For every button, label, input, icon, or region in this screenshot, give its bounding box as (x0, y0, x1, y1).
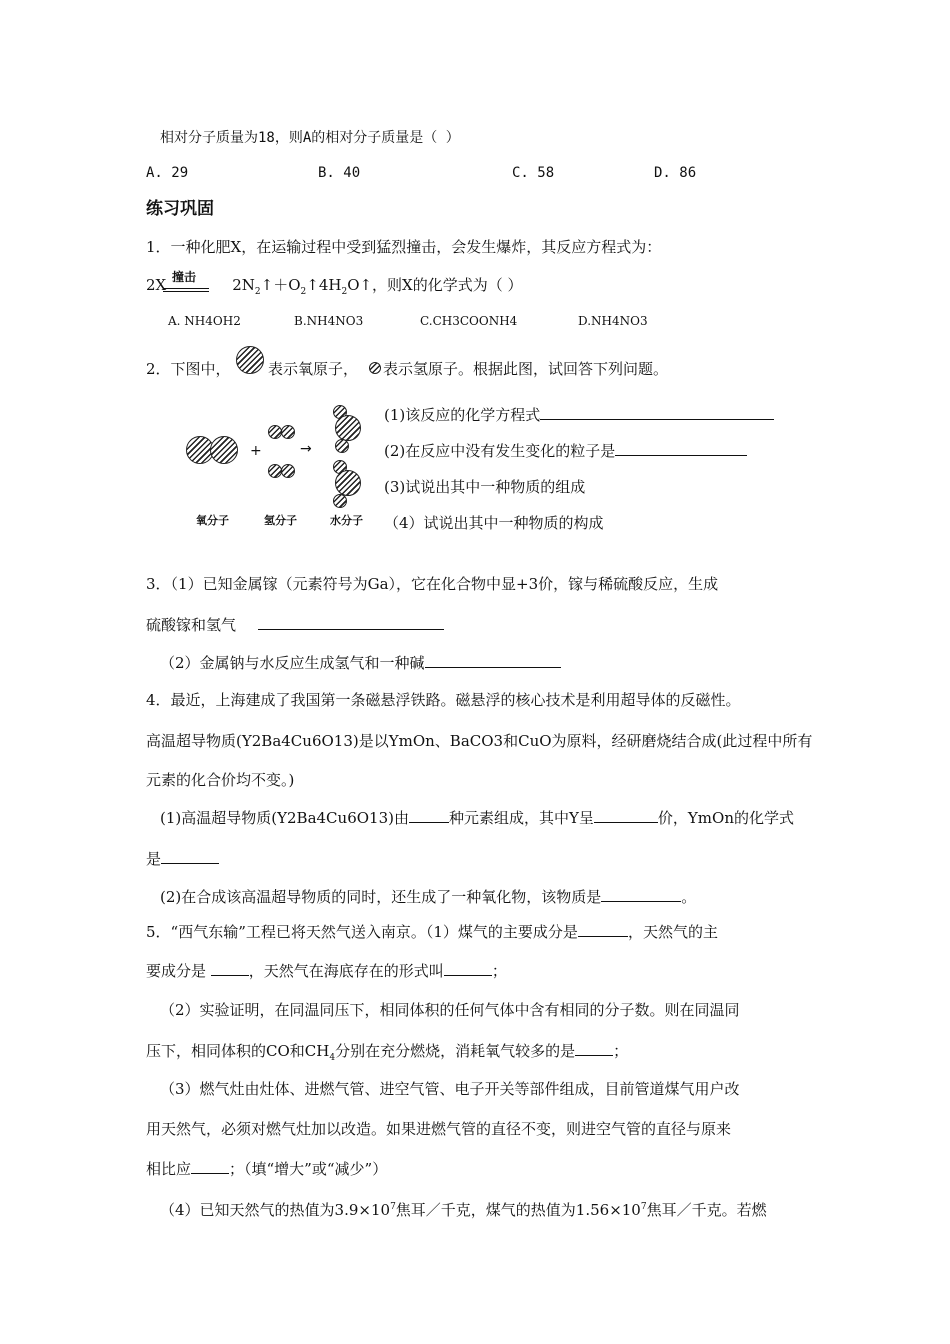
q4-line-4: (1)高温超导物质(Y2Ba4Cu6O13)由 种元素组成，其中Y呈 价，YmOn的化学式 (160, 809, 794, 827)
q2-sub-1: (1)该反应的化学方程式 (384, 405, 774, 425)
q5-line-2: 要成分是 ，天然气在海底存在的形式叫 ； (146, 962, 507, 980)
option-c: C. 58 (512, 165, 555, 181)
option-b: B. 40 (318, 165, 361, 181)
hydrogen-molecule-atom (268, 425, 282, 439)
water-molecule-o (335, 470, 361, 496)
q1-stem: 1．一种化肥X，在运输过程中受到猛烈撞击，会发生爆炸，其反应方程式为： (146, 238, 662, 256)
q2-stem-c: 表示氢原子。根据此图，试回答下列问题。 (383, 360, 669, 378)
option-d: D. 86 (654, 165, 697, 181)
q5-line-8: （4）已知天然气的热值为$3.9\times 10^7$焦耳／千克，煤气的热值为$1.56\times 10^7$焦耳／千克。若燃 (160, 1201, 767, 1219)
q5-line-6: 用天然气，必须对燃气灶加以改造。如果进燃气管的直径不变，则进空气管的直径与原来 (146, 1120, 732, 1138)
intro-question-text: 相对分子质量为18，则A的相对分子质量是（ ） (160, 130, 460, 146)
reaction-arrow: → (300, 441, 312, 457)
q5-line-7: 相比应 ；（填“增大”或“减少”） (146, 1160, 388, 1178)
oxygen-atom-icon (236, 346, 264, 374)
oxygen-molecule-label: 氧分子 (196, 514, 229, 527)
q4-line-3: 元素的化合价均不变。) (146, 771, 295, 789)
q4-line-5: 是 (146, 849, 219, 869)
hydrogen-atom-icon (369, 362, 381, 374)
q3-line-3: （2）金属钠与水反应生成氢气和一种碱 (160, 653, 561, 673)
hydrogen-molecule-atom (281, 425, 295, 439)
hydrogen-molecule-label: 氢分子 (264, 514, 297, 527)
q1-option-c: C.CH3COONH4 (420, 314, 518, 328)
q1-equals-sign (163, 288, 209, 292)
q5-line-3: （2）实验证明，在同温同压下，相同体积的任何气体中含有相同的分子数。则在同温同 (160, 1001, 740, 1019)
q1-option-a: A. NH4OH2 (168, 314, 241, 328)
oxygen-molecule-atom (210, 436, 238, 464)
q2-sub-4: （4）试说出其中一种物质的构成 (384, 514, 604, 532)
option-a: A. 29 (146, 165, 189, 181)
water-molecule-h (335, 439, 349, 453)
section-title: 练习巩固 (146, 199, 214, 219)
water-molecule-h (333, 494, 347, 508)
plus-sign: + (250, 443, 262, 459)
q2-stem-b: 表示氧原子， (268, 360, 359, 378)
water-molecule-o (335, 415, 361, 441)
q5-line-1: 5．“西气东输”工程已将天然气送入南京。（1）煤气的主要成分是 ，天然气的主 (146, 923, 718, 941)
hydrogen-molecule-atom (281, 464, 295, 478)
q4-line-6: (2)在合成该高温超导物质的同时，还生成了一种氧化物，该物质是 。 (160, 888, 697, 906)
q5-line-4: 压下，相同体积的CO和$CH_4$分别在充分燃烧，消耗氧气较多的是 ； (146, 1042, 629, 1063)
q1-equation: 2X $2N_2↑+O_2↑4H_2O↑$，则X的化学式为（ ） (146, 276, 523, 297)
q4-line-1: 4．最近，上海建成了我国第一条磁悬浮铁路。磁悬浮的核心技术是利用超导体的反磁性。 (146, 691, 741, 709)
q2-stem-a: 2．下图中， (146, 360, 231, 378)
water-molecule-label: 水分子 (330, 514, 363, 527)
q5-line-5: （3）燃气灶由灶体、进燃气管、进空气管、电子开关等部件组成，目前管道煤气用户改 (160, 1080, 740, 1098)
q2-sub-2: (2)在反应中没有发生变化的粒子是 (384, 441, 747, 461)
q3-line-1: 3．（1）已知金属镓（元素符号为Ga），它在化合物中显+3价，镓与稀硫酸反应，生成 (146, 575, 719, 593)
hydrogen-molecule-atom (268, 464, 282, 478)
q3-line-2: 硫酸镓和氢气 (146, 615, 444, 635)
q1-option-d: D.NH4NO3 (578, 314, 648, 328)
q2-sub-3: (3)试说出其中一种物质的组成 (384, 478, 586, 496)
q4-line-2: 高温超导物质(Y2Ba4Cu6O13)是以YmOn、BaCO3和CuO为原料，经研磨烧结合成(此过程中所有 (146, 732, 813, 750)
q1-option-b: B.NH4NO3 (294, 314, 364, 328)
q1-reaction-condition: 撞击 (172, 270, 197, 284)
